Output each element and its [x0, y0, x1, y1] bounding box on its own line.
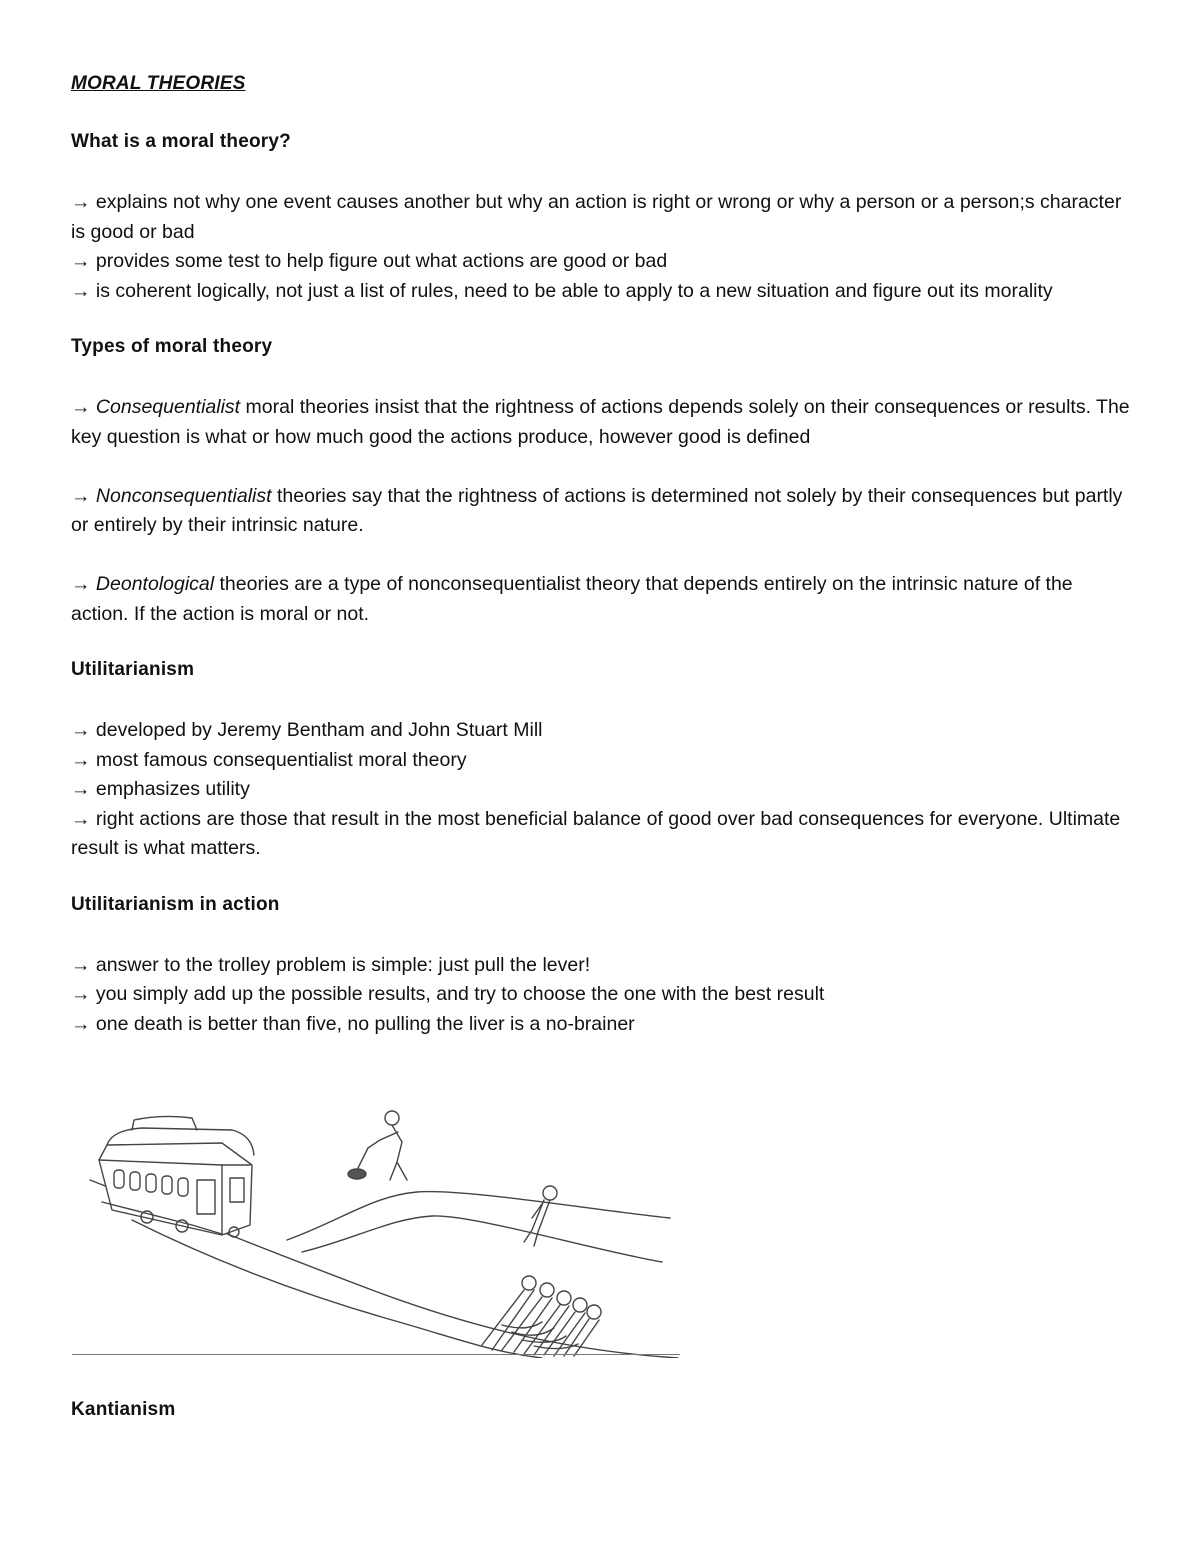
- item-text: theories are a type of nonconsequentialist theory that depends entirely on the intrinsic nature of the action. If the action is moral or not.: [71, 573, 1073, 625]
- types-item-nonconsequentialist: [71, 482, 1131, 541]
- bullet-line: → most famous consequentialist moral theory: [71, 748, 467, 771]
- heading-utilitarianism-in-action: Utilitarianism in action: [71, 893, 280, 915]
- term-italic: Nonconsequentialist: [95, 484, 272, 507]
- bullet-line: → you simply add up the possible results, and try to choose the one with the best result: [71, 983, 825, 1005]
- bullet-line: → one death is better than five, no pulling the liver is a no-brainer: [71, 1012, 635, 1035]
- bullet-line: → provides some test to help figure out what actions are good or bad: [71, 250, 668, 272]
- bullet-line: → explains not why one event causes another but why an action is right or wrong or why a person or a person;s character is good or bad: [71, 191, 1122, 243]
- document-page: [71, 72, 1131, 1039]
- arrow: →: [71, 484, 91, 507]
- bullet-line: → developed by Jeremy Bentham and John Stuart Mill: [71, 719, 543, 741]
- types-item-deontological: [71, 570, 1131, 629]
- arrow: →: [71, 573, 91, 595]
- bullet-line: → right actions are those that result in the most beneficial balance of good over bad consequences for everyone. Ultimate result is what matters.: [71, 807, 1121, 859]
- heading-what-is-moral-theory: What is a moral theory?: [71, 131, 291, 152]
- heading-utilitarianism: Utilitarianism: [71, 659, 195, 680]
- heading-types-of-moral-theory: Types of moral theory: [71, 336, 273, 357]
- figure-baseline-divider: [72, 1354, 680, 1355]
- document-title: MORAL THEORIES: [71, 73, 246, 94]
- term-italic: Consequentialist: [95, 396, 241, 418]
- bullet-line: → is coherent logically, not just a list of rules, need to be able to apply to a new situation and figure out its morality: [71, 279, 1053, 302]
- item-text: moral theories insist that the rightness of actions depends solely on their consequences or results. The key question is what or how much good the actions produce, however good is defined: [71, 396, 1130, 448]
- term-italic: Deontological: [95, 573, 215, 595]
- heading-kantianism: Kantianism: [71, 1399, 176, 1420]
- trolley-problem-illustration-icon: [72, 1100, 682, 1358]
- bullet-line: → answer to the trolley problem is simple: just pull the lever!: [71, 953, 591, 976]
- item-text: theories say that the rightness of actions is determined not solely by their consequences but partly or entirely by their intrinsic nature.: [71, 484, 1123, 536]
- arrow: →: [71, 396, 91, 418]
- types-item-consequentialist: [71, 393, 1131, 452]
- bullet-line: → emphasizes utility: [71, 778, 250, 800]
